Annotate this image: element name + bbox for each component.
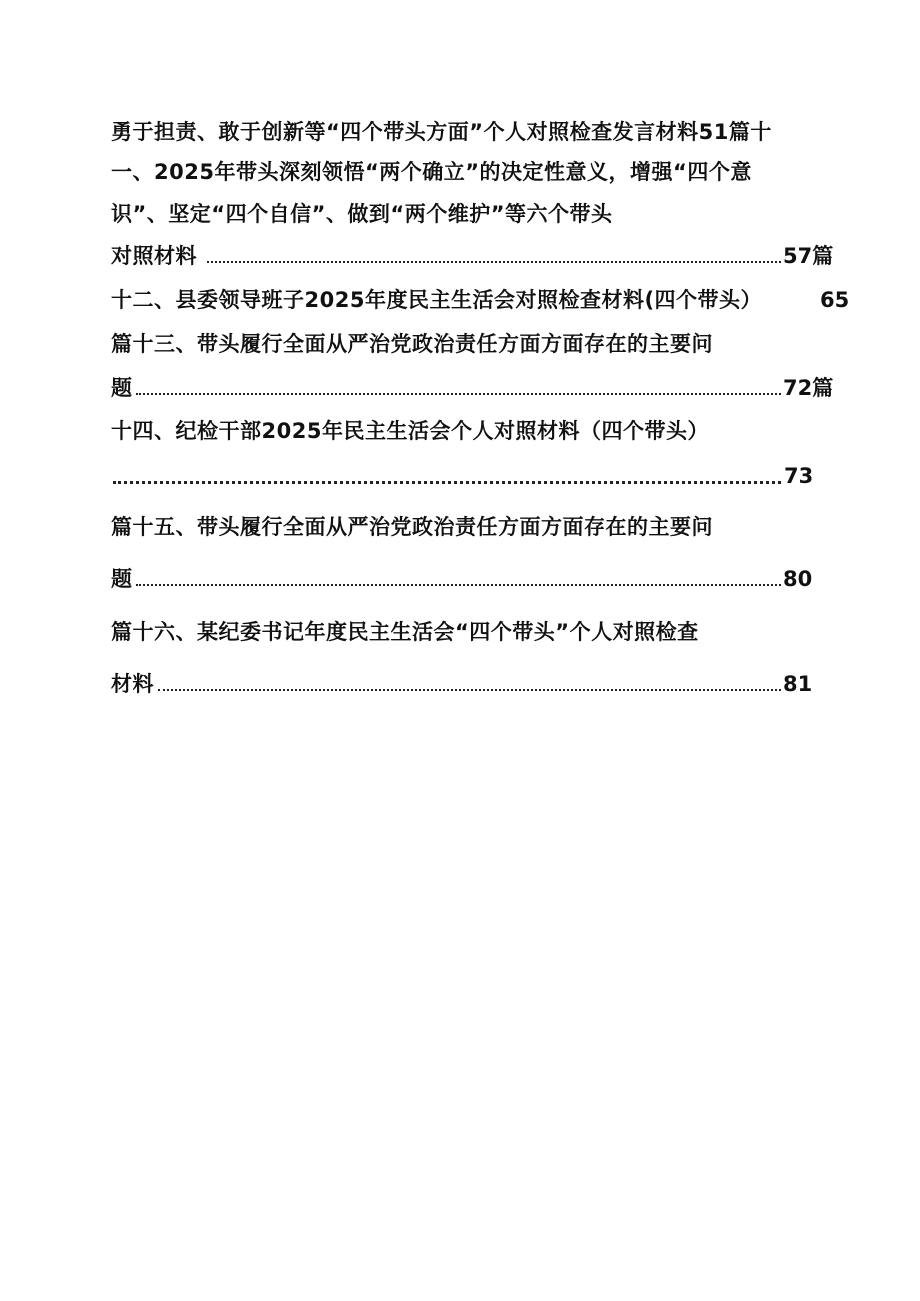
page-number: 57篇 bbox=[783, 244, 834, 268]
toc-line: 材料 bbox=[111, 672, 154, 696]
dot-leader bbox=[207, 259, 781, 263]
page-number: 65 bbox=[820, 288, 850, 312]
dot-leader bbox=[113, 479, 781, 484]
dot-leader bbox=[158, 687, 781, 691]
toc-line: 勇于担责、敢于创新等“四个带头方面”个人对照检查发言材料51篇十 bbox=[111, 120, 772, 144]
toc-line: 题 bbox=[111, 376, 133, 400]
page-number: 72篇 bbox=[783, 376, 834, 400]
toc-line: 一、2025年带头深刻领悟“两个确立”的决定性意义，增强“四个意 bbox=[111, 160, 752, 184]
toc-line: 识”、坚定“四个自信”、做到“两个维护”等六个带头 bbox=[111, 202, 613, 226]
toc-line: 十二、县委领导班子2025年度民主生活会对照检查材料(四个带头） bbox=[111, 288, 763, 312]
toc-line: 题 bbox=[111, 567, 133, 591]
page-number: 81 bbox=[783, 672, 813, 696]
page-number: 73 bbox=[784, 464, 814, 488]
toc-line: 篇十六、某纪委书记年度民主生活会“四个带头”个人对照检查 bbox=[111, 620, 699, 644]
dot-leader bbox=[136, 391, 781, 395]
toc-line: 对照材料 bbox=[111, 244, 197, 268]
dot-leader bbox=[136, 582, 781, 586]
toc-line: 十四、纪检干部2025年民主生活会个人对照材料（四个带头） bbox=[111, 419, 709, 443]
toc-line: 篇十三、带头履行全面从严治党政治责任方面方面存在的主要问 bbox=[111, 332, 713, 356]
toc-line: 篇十五、带头履行全面从严治党政治责任方面方面存在的主要问 bbox=[111, 515, 713, 539]
page-number: 80 bbox=[783, 567, 813, 591]
